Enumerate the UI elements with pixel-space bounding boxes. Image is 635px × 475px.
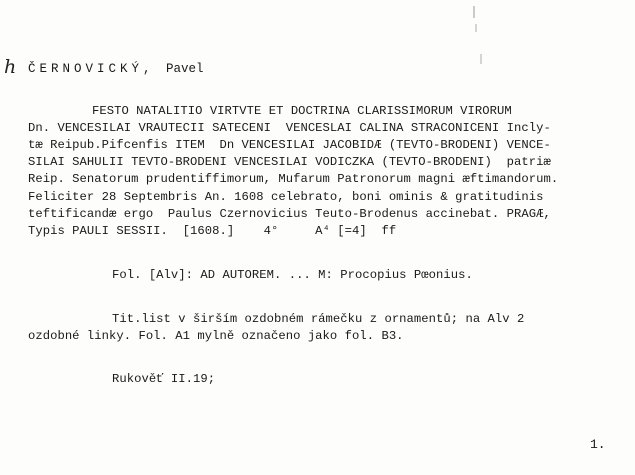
title-line: FESTO NATALITIO VIRTVTE ET DOCTRINA CLARISSIMORUM VIRORUM — [92, 104, 512, 118]
title-line: Reip. Senatorum prudentiffimorum, Mufarum Patronorum magni æftimandorum. — [28, 172, 559, 186]
card-number: 1. — [590, 437, 606, 452]
title-line: SILAI SAHULII TEVTO-BRODENI VENCESILAI VODICZKA (TEVTO-BRODENI) patriæ — [28, 155, 551, 169]
description-line: ozdobné linky. Fol. A1 mylně označeno jako fol. B3. — [28, 329, 404, 343]
title-line: Feliciter 28 Septembris An. 1608 celebrato, boni ominis & gratitudinis — [28, 190, 544, 204]
title-line: Dn. VENCESILAI VRAUTECII SATECENI VENCESLAI CALINA STRACONICENI Incly- — [28, 121, 551, 135]
source-reference: Rukověť II.19; — [112, 372, 216, 386]
heading — [28, 62, 204, 76]
handwritten-mark: h — [4, 56, 17, 78]
title-line: teftificandæ ergo Paulus Czernovicius Teuto-Brodenus accinebat. PRAGÆ, — [28, 207, 551, 221]
heading-forename: Pavel — [166, 62, 204, 76]
corner-specks — [462, 4, 492, 74]
title-line: tæ Reipub.Pifcenfis ITEM Dn VENCESILAI JACOBIDÆ (TEVTO-BRODENI) VENCE- — [28, 138, 551, 152]
foliation-note: Fol. [Alv]: AD AUTOREM. ... M: Procopius Pœonius. — [112, 268, 473, 282]
heading-surname: ČERNOVICKÝ, — [28, 62, 155, 76]
description-line: Tit.list v širším ozdobném rámečku z ornamentů; na Alv 2 — [112, 312, 525, 326]
imprint-line: Typis PAULI SESSII. [1608.] 4° A⁴ [=4] ff — [28, 224, 397, 238]
